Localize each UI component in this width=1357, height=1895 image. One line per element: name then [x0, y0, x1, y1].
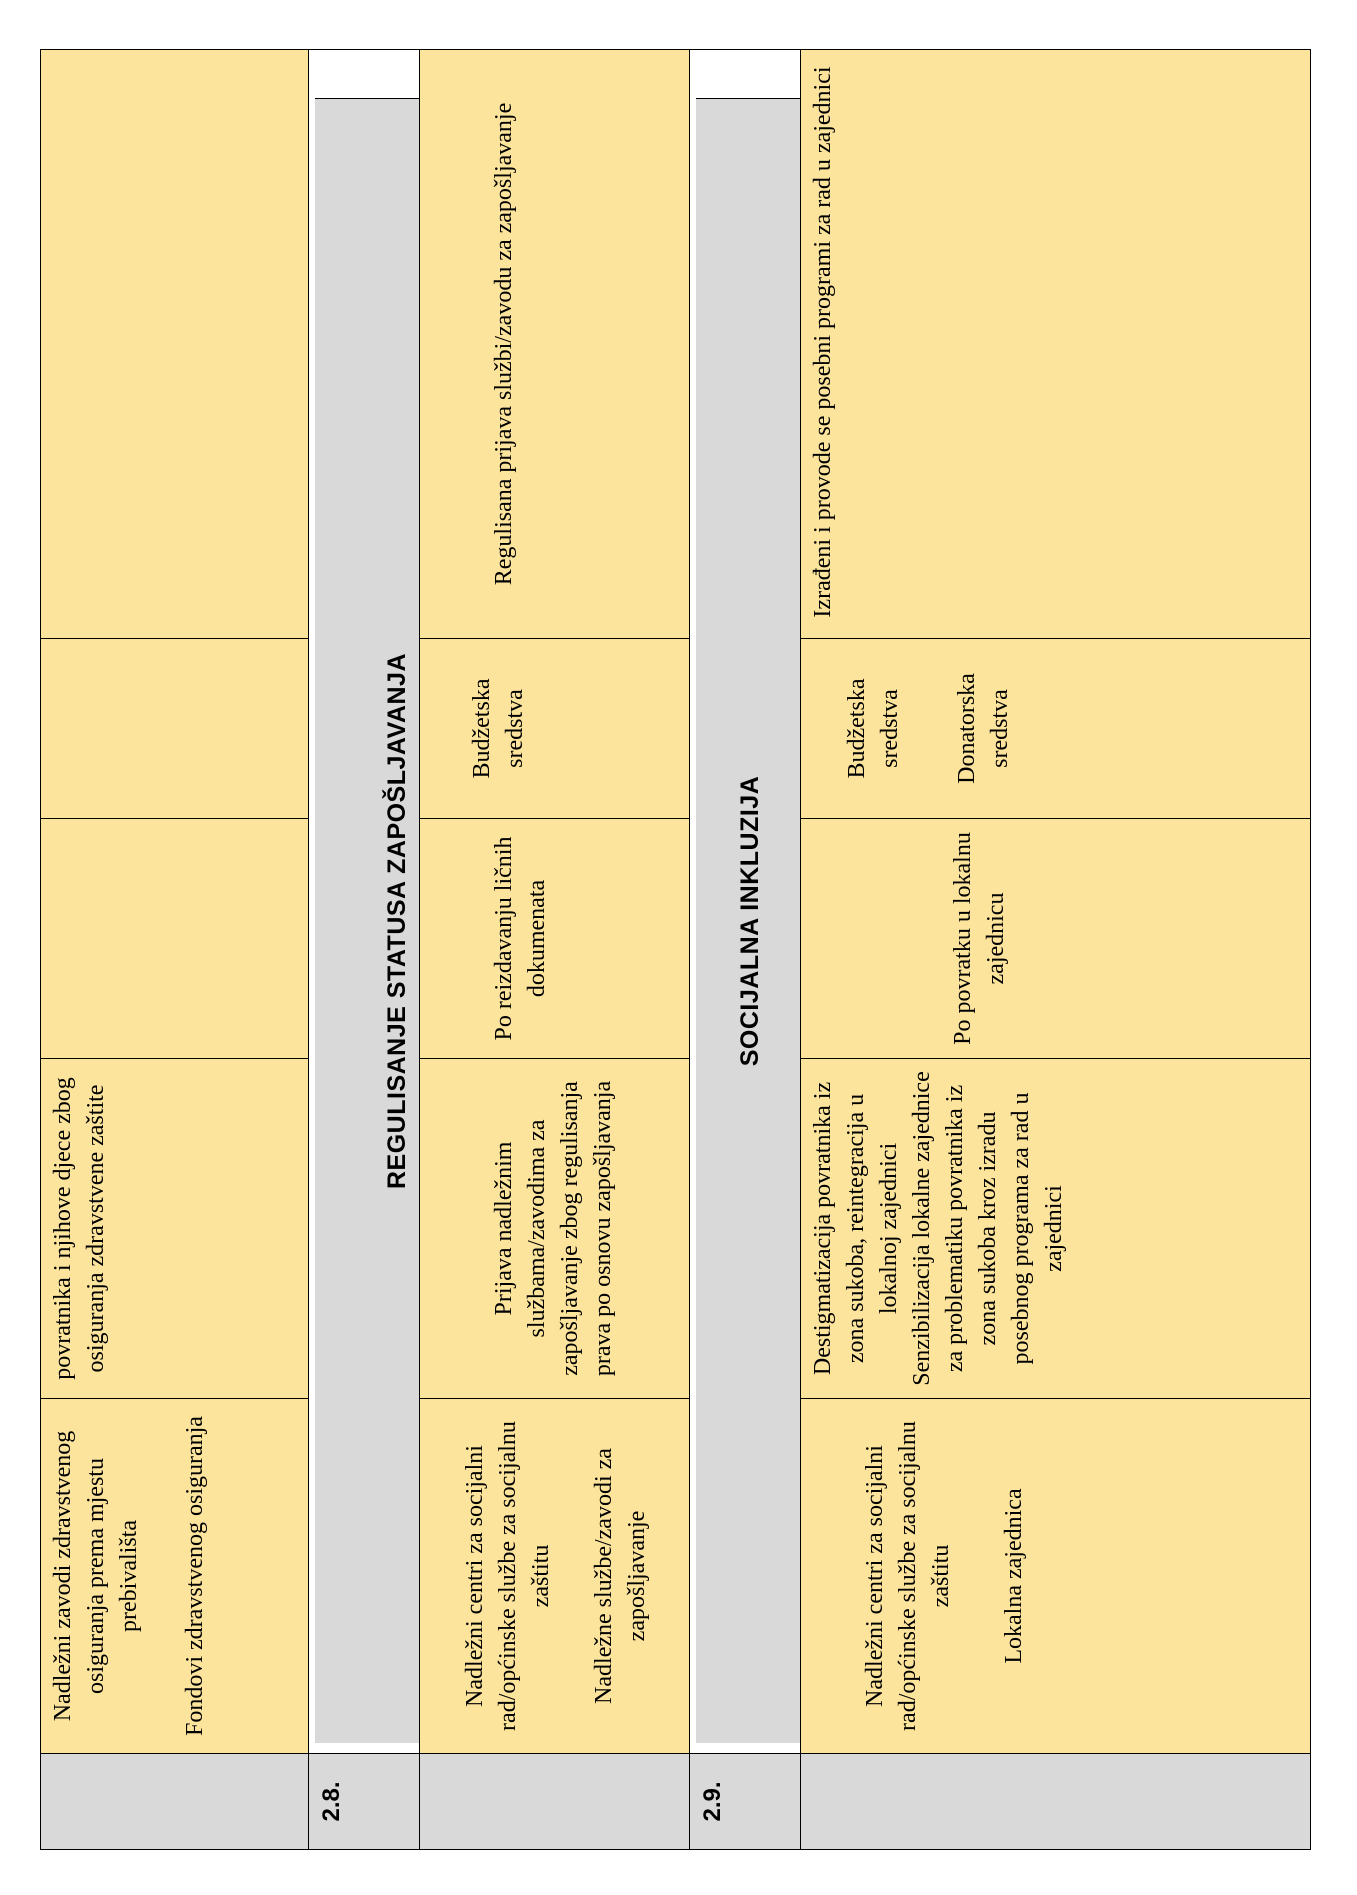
cell-responsible-2-8 [420, 1399, 690, 1754]
responsible-2: Nadležne službe/zavodi za zapošljavanje [591, 1448, 650, 1704]
row-number-cell-2-8 [420, 1754, 690, 1850]
cell-indicator-health [41, 50, 309, 639]
activity-text: povratnika i njihove djece zbog osiguranja zdravstvene zaštite [50, 1077, 109, 1380]
deadline-text: Po povratku u lokalnu zajednicu [950, 832, 1009, 1045]
section-number-2-9: 2.9. [690, 1754, 801, 1850]
responsible-1: Nadležni centri za socijalni rad/općinske službe za socijalnu zaštitu [462, 1421, 554, 1731]
table-row-2-9 [801, 50, 1311, 1850]
cell-responsible-health [41, 1399, 309, 1754]
table-row-health [41, 50, 309, 1850]
funding-2: Donatorska sredstva [954, 673, 1013, 784]
rotated-page [40, 50, 1310, 1850]
cell-funding-health [41, 639, 309, 819]
cell-funding-2-8 [420, 639, 690, 819]
section-header-2-8 [309, 50, 420, 1754]
funding-1: Budžetska sredstva [469, 678, 528, 779]
row-number-cell-empty [41, 1754, 309, 1850]
activity-2: Senzibilizacija lokalne zajednice za problematiku povratnika iz zona sukoba kroz izradu posebnog programa za rad u zajednici [909, 1071, 1067, 1386]
section-header-2-9 [690, 50, 801, 1754]
responsible-2: Lokalna zajednica [1001, 1488, 1027, 1664]
table-row-2-8 [420, 50, 690, 1850]
responsible-2: Fondovi zdravstvenog osiguranja [182, 1416, 208, 1736]
cell-deadline-2-9 [801, 819, 1311, 1059]
row-number-cell-2-9 [801, 1754, 1311, 1850]
deadline-text: Po reizdavanju ličnih dokumenata [491, 836, 550, 1041]
section-row-2-9 [690, 50, 801, 1850]
activity-text: Prijava nadležnim službama/zavodima za zapošljavanje zbog regulisanja prava po osnovu zapošljavanja [491, 1080, 616, 1377]
cell-activity-2-8 [420, 1059, 690, 1399]
section-title-2-8: REGULISANJE STATUSA ZAPOŠLJAVANJA [315, 99, 419, 1743]
section-row-2-8 [309, 50, 420, 1850]
section-title-2-9: SOCIJALNA INKLUZIJA [696, 99, 800, 1743]
indicator-text: Izrađeni i provode se posebni programi za rad u zajednici [810, 66, 836, 618]
cell-indicator-2-8 [420, 50, 690, 639]
cell-responsible-2-9 [801, 1399, 1311, 1754]
activity-1: Destigmatizacija povratnika iz zona sukoba, reintegracija u lokalnoj zajednici [810, 1081, 902, 1376]
action-plan-table [40, 49, 1311, 1850]
section-number-2-8: 2.8. [309, 1754, 420, 1850]
cell-deadline-2-8 [420, 819, 690, 1059]
cell-indicator-2-9 [801, 50, 1311, 639]
indicator-text: Regulisana prijava službi/zavodu za zapošljavanje [491, 102, 517, 586]
cell-activity-2-9 [801, 1059, 1311, 1399]
cell-deadline-health [41, 819, 309, 1059]
funding-1: Budžetska sredstva [844, 678, 903, 779]
responsible-1: Nadležni centri za socijalni rad/općinske službe za socijalnu zaštitu [862, 1421, 954, 1731]
cell-activity-health [41, 1059, 309, 1399]
responsible-1: Nadležni zavodi zdravstvenog osiguranja prema mjestu prebivališta [50, 1430, 142, 1722]
cell-funding-2-9 [801, 639, 1311, 819]
